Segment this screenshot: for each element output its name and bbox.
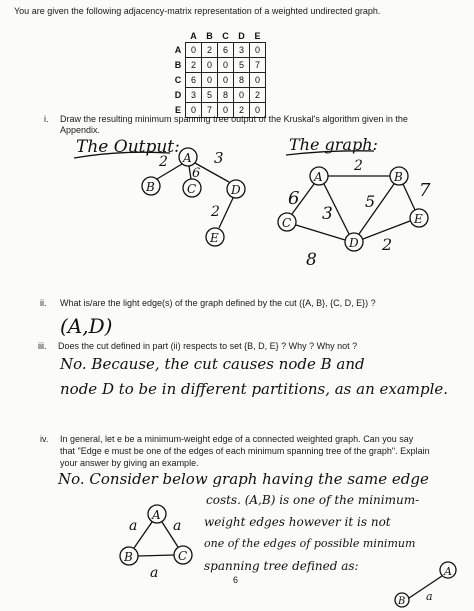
tree-edge-ab-weight: 2 [159, 154, 168, 170]
triangle-edge-ac-weight: a [173, 518, 182, 534]
tree-node-b-label: B [146, 180, 155, 194]
triangle-node-b-label: B [124, 550, 133, 564]
q4-answer-line5: spanning tree defined as: [204, 559, 359, 573]
matrix-cell: 0 [186, 43, 202, 58]
graph-edge-cd-weight: 8 [306, 250, 317, 270]
graph-title: The graph: [289, 135, 378, 154]
matrix-cell: 5 [234, 58, 250, 73]
matrix-row-header: C [174, 75, 182, 85]
intro-text: You are given the following adjacency-matrix representation of a weighted undirected graph. [14, 6, 381, 16]
tree-node-a-label: A [183, 151, 192, 165]
matrix-cell: 0 [218, 73, 234, 88]
matrix-cell: 7 [202, 103, 218, 118]
matrix-row-header: A [174, 45, 182, 55]
q3-answer-line1: No. Because, the cut causes node B and [60, 355, 365, 373]
q3-answer-line2: node D to be in different partitions, as an example. [60, 380, 449, 398]
matrix-cell: 0 [234, 88, 250, 103]
q2-text: What is/are the light edge(s) of the graph defined by the cut ({A, B}, {C, D, E}) ? [60, 298, 376, 308]
tree-edge-ad-weight: 3 [214, 149, 224, 167]
matrix-col-header: D [238, 31, 245, 41]
matrix-col-header: C [222, 31, 229, 41]
mini-tree-edge-weight: a [426, 590, 433, 603]
q3-text: Does the cut defined in part (ii) respects to set {B, D, E} ? Why ? Why not ? [58, 341, 358, 351]
matrix-cell: 2 [250, 88, 266, 103]
matrix-cell: 3 [186, 88, 202, 103]
matrix-col-header: A [190, 31, 197, 41]
q1-text-cont: Appendix. [60, 125, 101, 135]
matrix-col-header: B [206, 31, 213, 41]
matrix-cell: 2 [234, 103, 250, 118]
matrix-cell: 2 [186, 58, 202, 73]
matrix-cell: 8 [218, 88, 234, 103]
mini-tree-node-b-label: B [398, 596, 406, 607]
graph-node-e-label: E [414, 212, 423, 226]
graph-edge-de-weight: 2 [382, 235, 393, 254]
matrix-cell: 8 [234, 73, 250, 88]
page-number: 6 [233, 575, 239, 585]
triangle-edge-ab-weight: a [129, 518, 138, 534]
q4-text: In general, let e be a minimum-weight edge of a connected weighted graph. Can you say [60, 434, 414, 444]
triangle-edge-bc-weight: a [150, 565, 159, 581]
matrix-cell: 0 [250, 73, 266, 88]
matrix-cell: 7 [250, 58, 266, 73]
q4-text-cont: your answer by giving an example. [60, 458, 199, 468]
matrix-row-header: E [174, 105, 181, 115]
matrix-cell: 2 [202, 43, 218, 58]
output-title: The Output: [76, 137, 180, 157]
mini-tree-node-a-label: A [444, 565, 452, 578]
graph-edge-ab-weight: 2 [354, 158, 363, 174]
matrix-col-header: E [254, 31, 261, 41]
graph-edge-be [403, 184, 415, 210]
tree-node-e-label: E [210, 231, 219, 245]
q4-answer-line1: No. Consider below graph having the same edge [58, 470, 429, 488]
triangle-edge-bc [138, 555, 174, 556]
q3-number: iii. [38, 341, 47, 351]
matrix-cell: 0 [202, 73, 218, 88]
tree-edge-de-weight: 2 [211, 204, 220, 220]
q4-answer-line3: weight edges however it is not [204, 515, 391, 529]
graph-edge-cd [296, 225, 345, 240]
matrix-cell: 0 [250, 103, 266, 118]
q4-answer-line2: costs. (A,B) is one of the minimum- [206, 493, 420, 507]
graph-node-c-label: C [282, 216, 292, 230]
tree-edge-ac-weight: 6 [192, 166, 201, 181]
tree-edge-ac [189, 166, 191, 179]
q4-number: iv. [40, 434, 49, 444]
q2-number: ii. [40, 298, 47, 308]
matrix-cell: 6 [218, 43, 234, 58]
matrix-cell: 6 [186, 73, 202, 88]
tree-edge-de [219, 198, 233, 228]
tree-node-c-label: C [187, 182, 197, 196]
q1-text: Draw the resulting minimum spanning tree output of the Kruskal's algorithm given in the [60, 114, 408, 124]
tree-node-d-label: D [231, 183, 241, 197]
graph-node-b-label: B [394, 170, 403, 184]
matrix-cell: 3 [234, 43, 250, 58]
graph-edge-ac-weight: 6 [288, 188, 300, 209]
matrix-cell: 0 [250, 43, 266, 58]
graph-edge-be-weight: 7 [419, 180, 431, 201]
q4-answer-line4: one of the edges of possible minimum [204, 537, 416, 550]
graph-edge-ad-weight: 3 [322, 204, 333, 224]
graph-node-d-label: D [349, 236, 359, 250]
matrix-cell: 0 [202, 58, 218, 73]
matrix-cell: 0 [218, 103, 234, 118]
matrix-row-header: D [174, 90, 182, 100]
q1-number: i. [44, 114, 49, 124]
triangle-node-c-label: C [178, 549, 188, 563]
matrix-cell: 5 [202, 88, 218, 103]
matrix-cell: 0 [186, 103, 202, 118]
q4-text-cont: that "Edge e must be one of the edges of each minimum spanning tree of the graph". Explain [60, 446, 430, 456]
graph-edge-bd-weight: 5 [365, 192, 376, 211]
graph-node-a-label: A [314, 170, 323, 184]
triangle-node-a-label: A [152, 508, 161, 522]
q2-answer: (A,D) [60, 314, 113, 338]
matrix-cell: 0 [218, 58, 234, 73]
matrix-row-header: B [174, 60, 182, 70]
